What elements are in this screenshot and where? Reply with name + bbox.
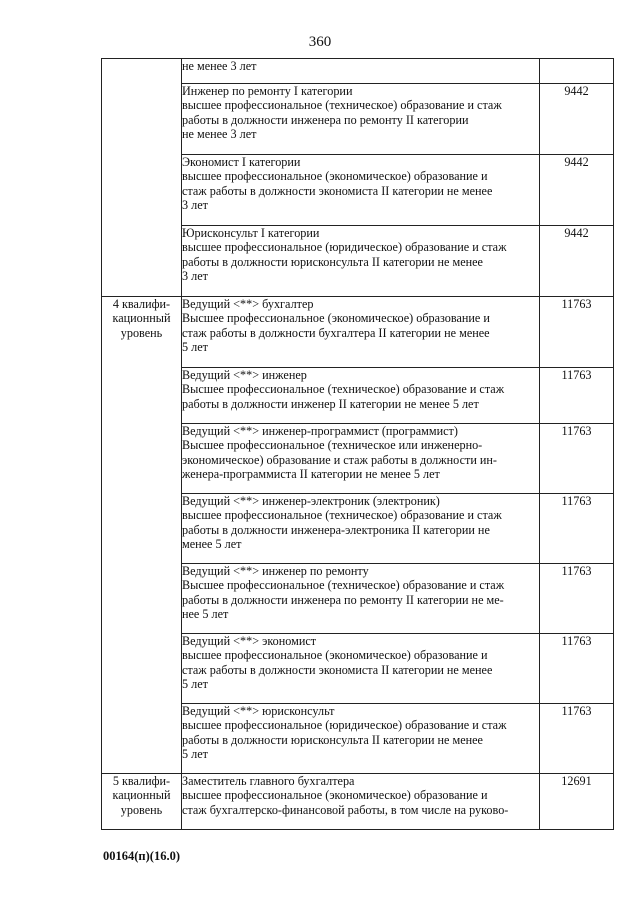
- salary-cell: 11763: [540, 704, 614, 774]
- description-line: высшее профессиональное (техническое) образование и стаж: [182, 98, 502, 113]
- description-line: не менее 3 лет: [182, 59, 257, 73]
- level-label-line: 5 квалифи-: [112, 774, 171, 788]
- description-line: 3 лет: [182, 198, 208, 213]
- description-line: работы в должности инженер II категории не менее 5 лет: [182, 396, 479, 411]
- position-title: Ведущий <**> юрисконсульт: [182, 704, 335, 718]
- level-label-line: 4 квалифи-: [112, 297, 171, 311]
- salary-cell: 9442: [540, 84, 614, 155]
- position-title: Ведущий <**> экономист: [182, 634, 317, 648]
- salary-cell: 11763: [540, 368, 614, 424]
- level-label-line: кационный: [112, 311, 171, 326]
- salary-cell: 11763: [540, 494, 614, 564]
- position-description: [182, 634, 540, 704]
- description-line: Высшее профессиональное (техническое или инженерно-: [182, 438, 483, 453]
- description-line: высшее профессиональное (юридическое) образование и стаж: [182, 240, 507, 255]
- description-line: Высшее профессиональное (экономическое) образование и: [182, 311, 490, 326]
- description-line: работы в должности юрисконсульта II категории не менее: [182, 254, 483, 269]
- position-description: [182, 704, 540, 774]
- qualification-table: [101, 58, 614, 830]
- position-description: [182, 564, 540, 634]
- position-title: Инженер по ремонту I категории: [182, 84, 353, 98]
- document-code: 00164(п)(16.0): [103, 849, 180, 863]
- position-title: Заместитель главного бухгалтера: [182, 774, 355, 788]
- position-description: [182, 368, 540, 424]
- position-description: [182, 774, 540, 830]
- salary-cell: 9442: [540, 226, 614, 297]
- position-title: Ведущий <**> инженер по ремонту: [182, 564, 369, 578]
- salary-cell: 11763: [540, 634, 614, 704]
- salary-cell: 11763: [540, 564, 614, 634]
- position-description: [182, 226, 540, 297]
- description-line: не менее 3 лет: [182, 127, 257, 142]
- description-line: стаж работы в должности экономиста II категории не менее: [182, 183, 493, 198]
- salary-cell: 12691: [540, 774, 614, 830]
- description-line: высшее профессиональное (юридическое) образование и стаж: [182, 718, 507, 733]
- position-title: Юрисконсульт I категории: [182, 226, 320, 240]
- position-description: [182, 297, 540, 368]
- description-line: работы в должности инженера-электроника II категории не: [182, 522, 490, 537]
- description-line: работы в должности юрисконсульта II категории не менее: [182, 732, 483, 747]
- qualification-level-4: [102, 297, 182, 774]
- description-line: 5 лет: [182, 340, 208, 355]
- description-line: нее 5 лет: [182, 607, 229, 622]
- position-title: Экономист I категории: [182, 155, 301, 169]
- qualification-level-5: [102, 774, 182, 830]
- description-line: женера-программиста II категории не менее 5 лет: [182, 467, 440, 482]
- description-line: менее 5 лет: [182, 537, 242, 552]
- level-label-line: уровень: [120, 325, 163, 340]
- description-line: экономическое) образование и стаж работы в должности ин-: [182, 452, 497, 467]
- description-line: стаж работы в должности бухгалтера II категории не менее: [182, 325, 490, 340]
- description-line: 5 лет: [182, 747, 208, 762]
- position-description: [182, 84, 540, 155]
- page-number: 360: [308, 34, 332, 50]
- description-line: высшее профессиональное (экономическое) образование и: [182, 169, 488, 184]
- description-line: 5 лет: [182, 677, 208, 692]
- position-title: Ведущий <**> бухгалтер: [182, 297, 314, 311]
- table-row: [102, 297, 614, 368]
- level-label-line: кационный: [112, 788, 171, 803]
- position-title: Ведущий <**> инженер-электроник (электроник): [182, 494, 440, 508]
- level-label-line: уровень: [120, 802, 163, 817]
- position-description: [182, 155, 540, 226]
- description-line: стаж бухгалтерско-финансовой работы, в том числе на руково-: [182, 802, 509, 817]
- position-description: [182, 59, 540, 84]
- level-cell-empty: [102, 59, 182, 297]
- salary-cell: 11763: [540, 424, 614, 494]
- description-line: Высшее профессиональное (техническое) образование и стаж: [182, 382, 505, 397]
- position-description: [182, 494, 540, 564]
- position-title: Ведущий <**> инженер: [182, 368, 307, 382]
- description-line: работы в должности инженера по ремонту II категории: [182, 112, 469, 127]
- position-description: [182, 424, 540, 494]
- description-line: Высшее профессиональное (техническое) образование и стаж: [182, 578, 505, 593]
- description-line: высшее профессиональное (техническое) образование и стаж: [182, 508, 502, 523]
- salary-cell: 11763: [540, 297, 614, 368]
- position-title: Ведущий <**> инженер-программист (программист): [182, 424, 458, 438]
- description-line: работы в должности инженера по ремонту II категории не ме-: [182, 592, 504, 607]
- salary-cell: [540, 59, 614, 84]
- description-line: стаж работы в должности экономиста II категории не менее: [182, 662, 493, 677]
- salary-cell: 9442: [540, 155, 614, 226]
- table-row: [102, 774, 614, 830]
- description-line: высшее профессиональное (экономическое) образование и: [182, 788, 488, 803]
- description-line: высшее профессиональное (экономическое) образование и: [182, 648, 488, 663]
- description-line: 3 лет: [182, 269, 208, 284]
- table-row: [102, 59, 614, 84]
